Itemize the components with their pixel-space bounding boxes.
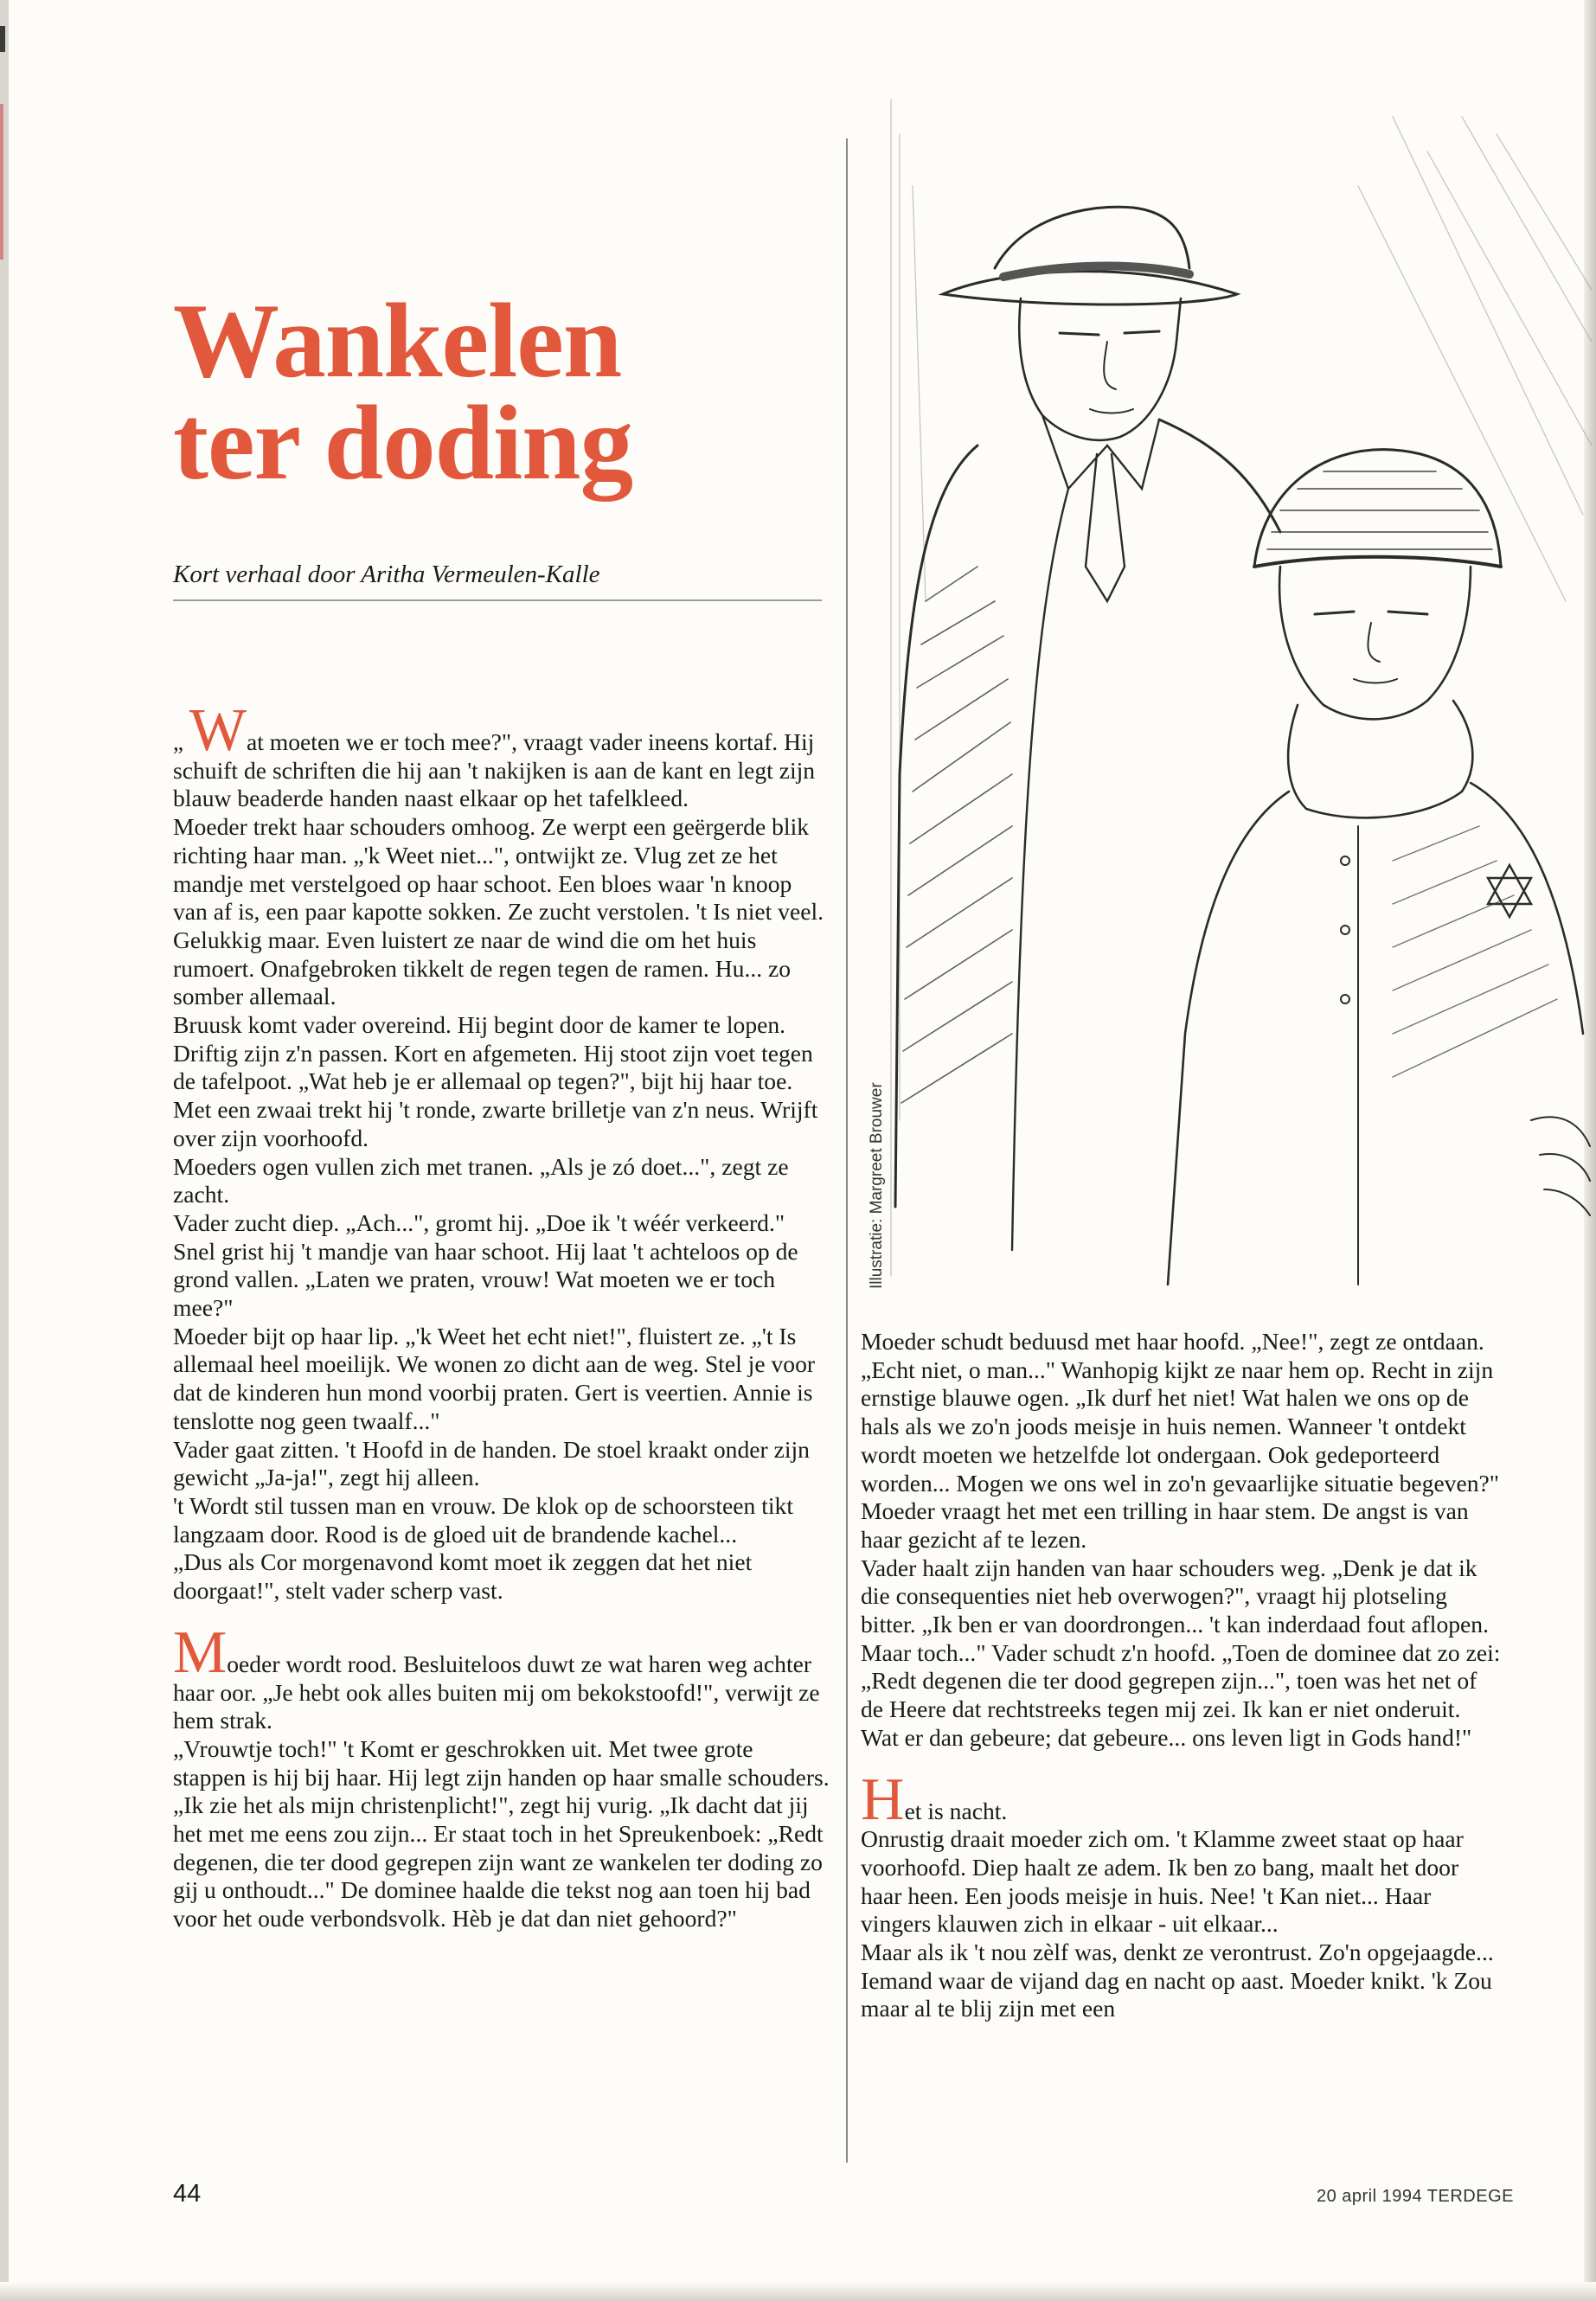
- column-divider: [846, 138, 848, 2163]
- binding-mark-red: [0, 104, 3, 260]
- paragraph: Moeder trekt haar schouders omhoog. Ze werpt een geërgerde blik richting haar man. „'k Weet niet...", ontwijkt ze. Vlug zet ze het mandje met verstelgoed op haar schoot. Een bloes waar 'n knoop van af is, een paar kapotte sokken. Ze zucht verstolen. 't Is niet veel. Gelukkig maar. Even luistert ze naar de wind die om het huis rumoert. Onafgebroken tikkelt de regen tegen de ramen. Hu... zo somber allemaal.: [173, 813, 824, 1010]
- paragraph: Moeders ogen vullen zich met tranen. „Als je zó doet...", zegt ze zacht.: [173, 1152, 789, 1208]
- page-number: 44: [173, 2180, 202, 2208]
- paragraph: 't Wordt stil tussen man en vrouw. De klok op de schoorsteen tikt langzaam door. Rood is de gloed uit de brandende kachel...: [173, 1491, 794, 1548]
- paragraph: Vader haalt zijn handen van haar schouders weg. „Denk je dat ik die consequenties niet heb overwogen?", vraagt hij plotseling bitter. „Ik ben er van doordrongen... 't kan inderdaad fout aflopen. Maar toch..." Vader schudt z'n hoofd. „Toen de dominee dat zo zei: „Redt degenen die ter dood gegrepen zijn...", toen was het net of de Heere dat rechtstreeks tegen mij zei. Ik kan er niet onderuit. Wat er dan gebeure; dat gebeure... ons leven ligt in Gods hand!": [861, 1554, 1501, 1751]
- paragraph: [861, 1766, 1501, 1833]
- drop-cap: M: [173, 1618, 228, 1686]
- paragraph: „Dus als Cor morgenavond komt moet ik zeggen dat het niet doorgaat!", stelt vader scherp vast.: [173, 1548, 753, 1605]
- paragraph: Vader zucht diep. „Ach...", gromt hij. „Doe ik 't wéér verkeerd." Snel grist hij 't mandje van haar schoot. Hij laat 't achteloos op de grond vallen. „Laten we praten, vrouw! Wat moeten we er toch mee?": [173, 1208, 798, 1322]
- paragraph: Maar als ik 't nou zèlf was, denkt ze verontrust. Zo'n opgejaagde... Iemand waar de vijand dag en nacht op aast. Moeder knikt. 'k Zou maar al te blij zijn met een: [861, 1939, 1494, 2022]
- paragraph: Bruusk komt vader overeind. Hij begint door de kamer te lopen. Driftig zijn z'n passen. Kort en afgemeten. Hij stoot zijn voet tegen de tafelpoot. „Wat heb je er allemaal op tegen?", bijt hij haar toe. Met een zwaai trekt hij 't ronde, zwarte brilletje van z'n neus. Wrijft over zijn voorhoofd.: [173, 1011, 818, 1151]
- binding-mark: [0, 26, 5, 52]
- drop-cap: H: [861, 1766, 905, 1833]
- paragraph: Moeder schudt beduusd met haar hoofd. „Nee!", zegt ze ontdaan. „Echt niet, o man..." Wanhopig kijkt ze naar hem op. Recht in zijn ernstige blauwe ogen. „Ik durf het niet! Wat halen we ons op de hals als we zo'n joods meisje in huis nemen. Wanneer 't ontdekt wordt moeten we hetzelfde lot ondergaan. Ook gedeporteerd worden... Mogen we ons wel in zo'n gevaarlijke situatie begeven?": [861, 1328, 1500, 1497]
- paragraph-text: oeder wordt rood. Besluiteloos duwt ze wat haren weg achter haar oor. „Je hebt ook alles buiten mij om bekokstoofd!", verwijt ze hem strak.: [173, 1650, 820, 1734]
- paragraph-text: et is nacht.: [904, 1797, 1008, 1824]
- illustration-credit: Illustratie: Margreet Brouwer: [868, 1082, 886, 1289]
- byline: Kort verhaal door Aritha Vermeulen-Kalle: [173, 561, 600, 588]
- paragraph: [173, 697, 830, 813]
- drop-cap: W: [189, 697, 247, 764]
- page-edge: [0, 0, 9, 2301]
- paragraph-text: at moeten we er toch mee?", vraagt vader ineens kortaf. Hij schuift de schriften die hij aan 't nakijken is aan de kant en legt zijn blauw beaderde handen naast elkaar op het tafelkleed.: [173, 728, 816, 812]
- paragraph: [173, 1618, 830, 1735]
- paragraph: „Vrouwtje toch!" 't Komt er geschrokken uit. Met twee grote stappen is hij bij haar. Hij legt zijn handen op haar smalle schouders. „Ik zie het als mijn christenplicht!", zegt hij vurig. „Ik dacht dat jij het met me eens zou zijn... Er staat toch in het Spreukenboek: „Redt degenen, die ter dood gegrepen zijn want ze wankelen ter doding zo gij u onthoudt..." De dominee haalde die tekst nog aan toen hij bad voor het oude verbondsvolk. Hèb je dat dan niet gehoord?": [173, 1734, 830, 1932]
- paragraph: Onrustig draait moeder zich om. 't Klamme zweet staat op haar voorhoofd. Diep haalt ze adem. Ik ben zo bang, maalt het door haar heen. Een joods meisje in huis. Nee! 't Kan niet... Haar vingers klauwen zich in elkaar - uit elkaar...: [861, 1825, 1464, 1938]
- right-column: [861, 1328, 1501, 2023]
- illustration-man-and-girl-icon: [874, 82, 1592, 1293]
- page-edge-bottom: [0, 2282, 1596, 2301]
- section-gap: [861, 1753, 1501, 1779]
- title-line-1: Wankelen: [173, 281, 622, 400]
- paragraph: Moeder vraagt het met een trilling in haar stem. De angst is van haar gezicht af te lezen.: [861, 1497, 1469, 1553]
- paragraph: Moeder bijt op haar lip. „'k Weet het echt niet!", fluistert ze. „'t Is allemaal heel moeilijk. We wonen zo dicht aan de weg. Stel je voor dat de kinderen hun mond voorbij praten. Gert is veertien. Annie is tenslotte nog geen twaalf...": [173, 1322, 816, 1434]
- title-line-2: ter doding: [173, 383, 633, 503]
- section-gap: [173, 1606, 830, 1631]
- paragraph: Vader gaat zitten. 't Hoofd in de handen. De stoel kraakt onder zijn gewicht „Ja-ja!", zegt hij alleen.: [173, 1435, 810, 1491]
- byline-rule: [173, 599, 822, 601]
- opening-quote: „: [173, 729, 183, 755]
- article-title: [173, 281, 779, 503]
- left-column: [173, 697, 830, 1933]
- footer-date: 20 april 1994 TERDEGE: [1316, 2187, 1514, 2206]
